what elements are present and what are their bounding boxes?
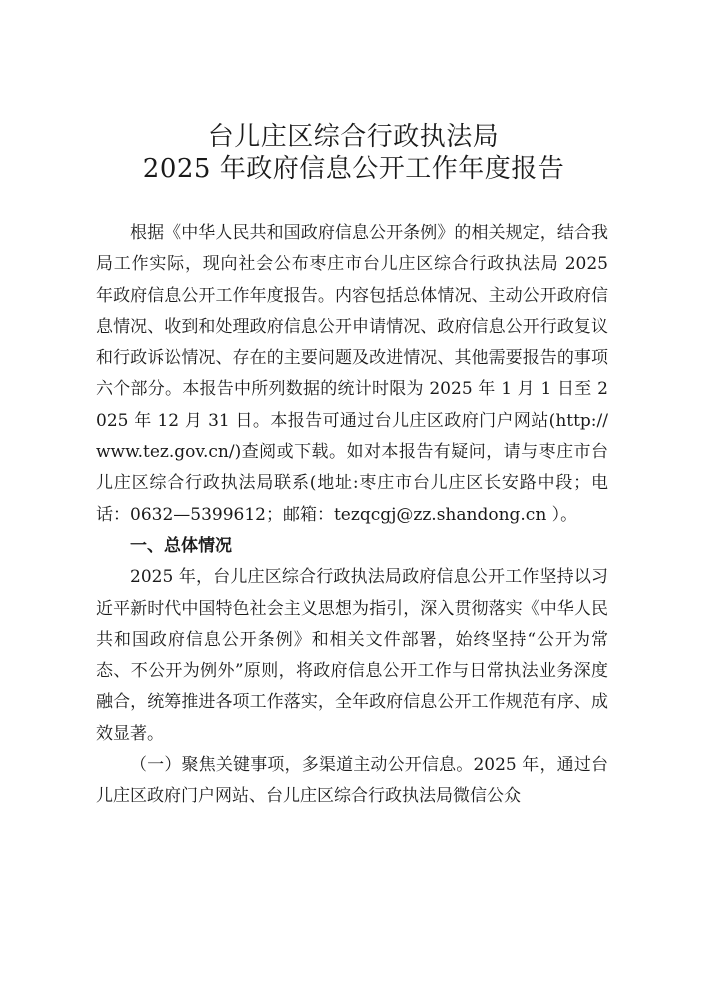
document-title-line-1: 台儿庄区综合行政执法局 [207,122,500,152]
document-title-line-2: 2025 年政府信息公开工作年度报告 [142,154,565,184]
subsection-paragraph: （一）聚焦关键事项，多渠道主动公开信息。2025 年，通过台儿庄区政府门户网站、台儿庄区综合行政执法局微信公众 [96,755,608,807]
document-body [96,218,608,813]
overview-paragraph: 2025 年，台儿庄区综合行政执法局政府信息公开工作坚持以习近平新时代中国特色社会主义思想为指引，深入贯彻落实《中华人民共和国政府信息公开条例》和相关文件部署，始终坚持“公开为常态、不公开为例外”原则，将政府信息公开工作与日常执法业务深度融合，统筹推进各项工作落实，全年政府信息公开工作规范有序、成效显著。 [96,567,608,744]
section-heading-overview: 一、总体情况 [130,535,232,556]
intro-paragraph: 根据《中华人民共和国政府信息公开条例》的相关规定，结合我局工作实际，现向社会公布枣庄市台儿庄区综合行政执法局 2025 年政府信息公开工作年度报告。内容包括总体情况、主动公开政府信息情况、收到和处理政府信息公开申请情况、政府信息公开行政复议和行政诉讼情况、存在的主要问题及改进情况、其他需要报告的事项六个部分。本报告中所列数据的统计时限为 2025 年 1 月 1 日至 2025 年 12 月 31 日。本报告可通过台儿庄区政府门户网站(http://www.tez.gov.cn/)查阅或下载。如对本报告有疑问，请与枣庄市台儿庄区综合行政执法局联系(地址:枣庄市台儿庄区长安路中段；电话：0632—5399612；邮箱：tezqcgj@zz.shandong.cn ）。 [96,223,608,525]
